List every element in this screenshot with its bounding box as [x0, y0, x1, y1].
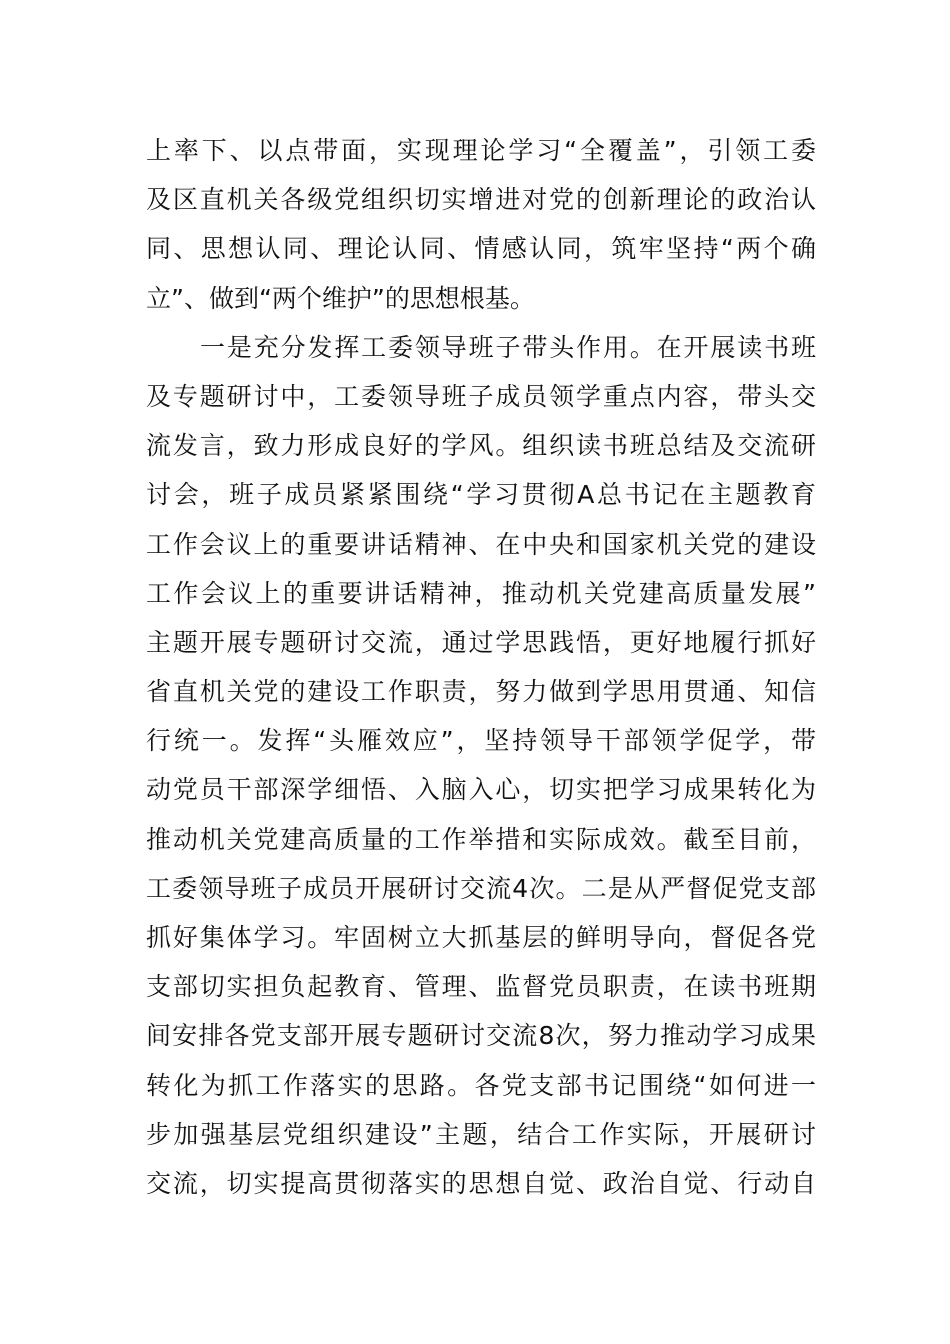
- text-line: 流发言，致力形成良好的学风。组织读书班总结及交流研: [146, 431, 816, 461]
- text-line: 间安排各党支部开展专题研讨交流8次，努力推动学习成果: [146, 1021, 816, 1051]
- text-line: 支部切实担负起教育、管理、监督党员职责，在读书班期: [146, 972, 816, 1002]
- text-line: 动党员干部深学细悟、入脑入心，切实把学习成果转化为: [146, 775, 816, 805]
- text-line: 转化为抓工作落实的思路。各党支部书记围绕“如何进一: [146, 1070, 816, 1100]
- text-line: 推动机关党建高质量的工作举措和实际成效。截至目前，: [146, 824, 816, 854]
- text-line: 工作会议上的重要讲话精神、在中央和国家机关党的建设: [146, 529, 816, 559]
- text-line: 行统一。发挥“头雁效应”，坚持领导干部领学促学，带: [146, 726, 816, 756]
- text-line: 及专题研讨中，工委领导班子成员领学重点内容，带头交: [146, 381, 816, 411]
- text-line: 一是充分发挥工委领导班子带头作用。在开展读书班: [200, 332, 816, 362]
- text-line: 上率下、以点带面，实现理论学习“全覆盖”，引领工委: [146, 136, 816, 165]
- text-line: 步加强基层党组织建设”主题，结合工作实际，开展研讨: [146, 1119, 816, 1149]
- text-line: 及区直机关各级党组织切实增进对党的创新理论的政治认: [146, 185, 816, 215]
- text-line: 省直机关党的建设工作职责，努力做到学思用贯通、知信: [146, 677, 816, 707]
- text-line: 工委领导班子成员开展研讨交流4次。二是从严督促党支部: [146, 873, 816, 903]
- text-line: 主题开展专题研讨交流，通过学思践悟，更好地履行抓好: [146, 627, 816, 657]
- text-line: 同、思想认同、理论认同、情感认同，筑牢坚持“两个确: [146, 234, 816, 264]
- text-line: 讨会，班子成员紧紧围绕“学习贯彻A总书记在主题教育: [146, 480, 816, 510]
- text-line: 抓好集体学习。牢固树立大抓基层的鲜明导向，督促各党: [146, 923, 816, 952]
- body-text: [146, 126, 816, 1208]
- text-line: 交流，切实提高贯彻落实的思想自觉、政治自觉、行动自: [146, 1168, 816, 1198]
- text-line: 立”、做到“两个维护”的思想根基。: [146, 283, 535, 313]
- text-line: 工作会议上的重要讲话精神，推动机关党建高质量发展”: [146, 578, 816, 608]
